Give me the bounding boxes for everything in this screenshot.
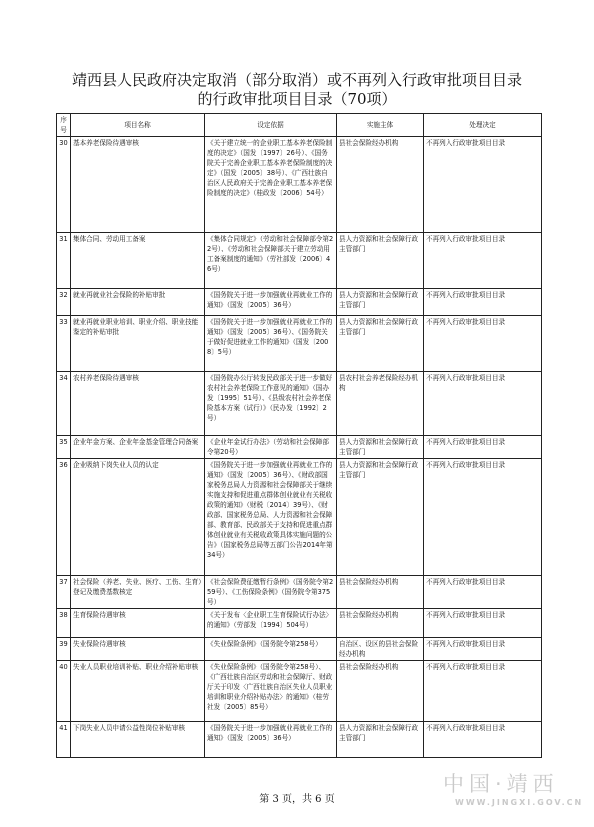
row-basis: 《国务院关于进一步加强就业再就业工作的通知》（国发〔2005〕36号）: [205, 722, 337, 758]
row-decision: 不再列入行政审批项目目录: [424, 661, 542, 722]
row-body: 县人力资源和社会保障行政主管部门: [337, 233, 424, 289]
row-decision: 不再列入行政审批项目目录: [424, 576, 542, 609]
row-no: 37: [57, 576, 71, 609]
row-body: 县社会保险经办机构: [337, 661, 424, 722]
row-item-name: 社会保险（养老、失业、医疗、工伤、生育）登记及缴费基数核定: [71, 576, 205, 609]
table-row: [57, 233, 542, 289]
row-decision: 不再列入行政审批项目目录: [424, 137, 542, 233]
table-row: [57, 638, 542, 661]
table-row: [57, 137, 542, 233]
header-basis: 设定依据: [205, 114, 337, 137]
watermark-main-text: 中国·靖西: [443, 772, 559, 796]
row-no: 30: [57, 137, 71, 233]
row-item-name: 企业年金方案、企业年金基金管理合同备案: [71, 436, 205, 459]
row-decision: 不再列入行政审批项目目录: [424, 436, 542, 459]
row-basis: 《国务院关于进一步加强就业再就业工作的通知》（国发〔2005〕36号）、《财政部国家税务总局人力资源和社会保障部关于继续实施支持和促进重点群体创业就业有关税收政策的通知》（财税〔2014〕39号）、《财政部、国家税务总局、人力资源和社会保障部、教育部、民政部关于支持和促进重点群体创业就业有关税收政策具体实施问题的公告》（国家税务总局等五部门公告2014年第34号）: [205, 459, 337, 576]
table-row: [57, 661, 542, 722]
row-no: 35: [57, 436, 71, 459]
row-no: 33: [57, 316, 71, 372]
header-decision: 处理决定: [424, 114, 542, 137]
row-decision: 不再列入行政审批项目目录: [424, 638, 542, 661]
header-body: 实施主体: [337, 114, 424, 137]
row-no: 41: [57, 722, 71, 758]
row-basis: 《集体合同规定》（劳动和社会保障部令第22号）、《劳动和社会保障部关于建立劳动用工备案制度的通知》（劳社部发〔2006〕46号）: [205, 233, 337, 289]
row-item-name: 失业人员职业培训补贴、职业介绍补贴审核: [71, 661, 205, 722]
title-line-2: 的行政审批项目目录（70项）: [197, 90, 397, 108]
table-header-row: [57, 114, 542, 137]
row-body: 县人力资源和社会保障行政主管部门: [337, 436, 424, 459]
table-row: [57, 576, 542, 609]
row-no: 36: [57, 459, 71, 576]
row-item-name: 下岗失业人员申请公益性岗位补贴审核: [71, 722, 205, 758]
row-body: 县人力资源和社会保障行政主管部门: [337, 316, 424, 372]
row-basis: 《国务院关于进一步加强就业再就业工作的通知》（国发〔2005〕36号）: [205, 289, 337, 316]
table-row: [57, 722, 542, 758]
row-basis: 《国务院关于进一步加强就业再就业工作的通知》（国发〔2005〕36号）、《国务院关于做好促进就业工作的通知》（国发〔2008〕5号）: [205, 316, 337, 372]
row-decision: 不再列入行政审批项目目录: [424, 459, 542, 576]
row-item-name: 生育保险待遇审核: [71, 609, 205, 638]
table-row: [57, 372, 542, 436]
row-basis: 《失业保险条例》（国务院令第258号）、《广西壮族自治区劳动和社会保障厅、财政厅关于印发〈广西壮族自治区失业人员职业培训和职业介绍补贴办法〉的通知》（桂劳社发〔2005〕85号）: [205, 661, 337, 722]
row-decision: 不再列入行政审批项目目录: [424, 316, 542, 372]
row-basis: 《失业保险条例》（国务院令第258号）: [205, 638, 337, 661]
row-decision: 不再列入行政审批项目目录: [424, 289, 542, 316]
row-body: 县农村社会养老保险经办机构: [337, 372, 424, 436]
row-basis: 《企业年金试行办法》（劳动和社会保障部令第20号）: [205, 436, 337, 459]
table-row: [57, 609, 542, 638]
row-body: 县社会保险经办机构: [337, 137, 424, 233]
row-decision: 不再列入行政审批项目目录: [424, 233, 542, 289]
row-no: 38: [57, 609, 71, 638]
row-no: 39: [57, 638, 71, 661]
row-body: 自治区、设区的县社会保险经办机构: [337, 638, 424, 661]
title-line-1: 靖西县人民政府决定取消（部分取消）或不再列入行政审批项目目录: [71, 71, 522, 89]
row-item-name: 就业再就业职业培训、职业介绍、职业技能鉴定的补贴审批: [71, 316, 205, 372]
row-body: 县人力资源和社会保障行政主管部门: [337, 459, 424, 576]
row-body: 县人力资源和社会保障行政主管部门: [337, 289, 424, 316]
approval-items-table: [56, 113, 542, 758]
document-title: [0, 71, 594, 109]
row-body: 县人力资源和社会保障行政主管部门: [337, 722, 424, 758]
row-no: 34: [57, 372, 71, 436]
row-item-name: 基本养老保险待遇审核: [71, 137, 205, 233]
table-row: [57, 289, 542, 316]
header-no: 序号: [57, 114, 71, 137]
row-item-name: 农村养老保险待遇审核: [71, 372, 205, 436]
row-body: 县社会保险经办机构: [337, 609, 424, 638]
row-item-name: 失业保险待遇审核: [71, 638, 205, 661]
row-decision: 不再列入行政审批项目目录: [424, 722, 542, 758]
table-row: [57, 436, 542, 459]
row-decision: 不再列入行政审批项目目录: [424, 609, 542, 638]
row-item-name: 企业吸纳下岗失业人员的认定: [71, 459, 205, 576]
page-number: 第 3 页，共 6 页: [259, 794, 335, 805]
row-no: 31: [57, 233, 71, 289]
row-body: 县社会保险经办机构: [337, 576, 424, 609]
row-basis: 《关于发布〈企业职工生育保险试行办法〉的通知》（劳部发〔1994〕504号）: [205, 609, 337, 638]
row-decision: 不再列入行政审批项目目录: [424, 372, 542, 436]
row-basis: 《国务院办公厅转发民政部关于进一步做好农村社会养老保险工作意见的通知》（国办发〔1995〕51号）、《县级农村社会养老保险基本方案（试行）》（民办发〔1992〕2号）: [205, 372, 337, 436]
table-row: [57, 316, 542, 372]
row-no: 40: [57, 661, 71, 722]
row-item-name: 就业再就业社会保险的补贴审批: [71, 289, 205, 316]
row-item-name: 集体合同、劳动用工备案: [71, 233, 205, 289]
table-row: [57, 459, 542, 576]
watermark-url: WWW.JINGXI.GOV.CN: [455, 798, 584, 807]
row-basis: 《社会保险费征缴暂行条例》（国务院令第259号）、《工伤保险条例》（国务院令第375号）: [205, 576, 337, 609]
header-item-name: 项目名称: [71, 114, 205, 137]
row-no: 32: [57, 289, 71, 316]
row-basis: 《关于建立统一的企业职工基本养老保险制度的决定》（国发〔1997〕26号）、《国务院关于完善企业职工基本养老保险制度的决定》（国发〔2005〕38号）、《广西壮族自治区人民政府关于完善企业职工基本养老保险制度的决定》（桂政发〔2006〕54号）: [205, 137, 337, 233]
